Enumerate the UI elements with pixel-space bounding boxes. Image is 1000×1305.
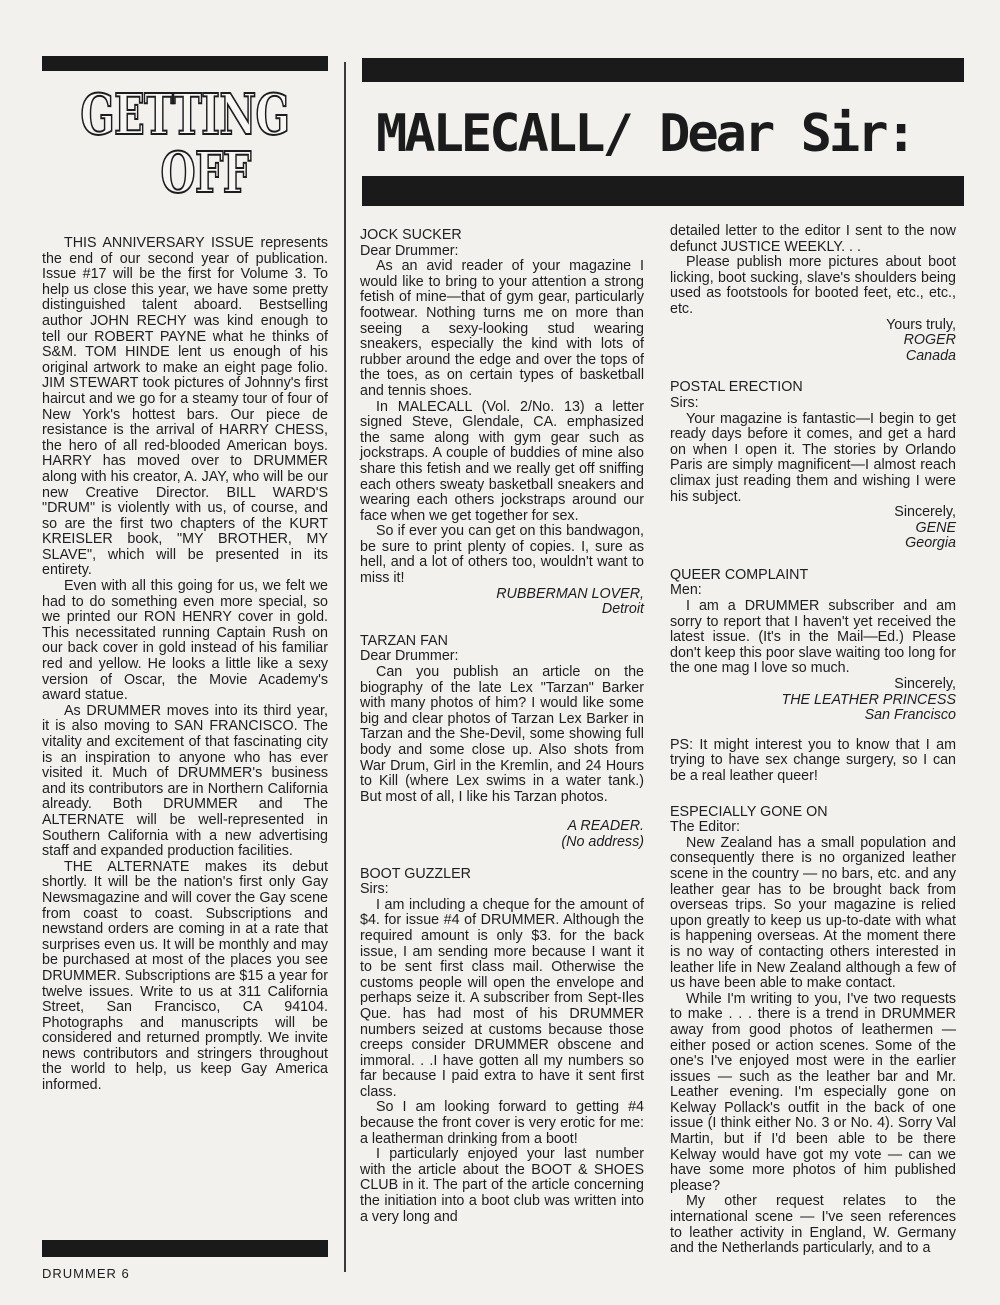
letter-signature: THE LEATHER PRINCESS	[781, 691, 956, 708]
getting-off-title	[40, 82, 328, 206]
letter-salutation: Dear Drummer:	[360, 242, 459, 259]
letter-location: San Francisco	[864, 707, 956, 724]
title-line-1: GETTING	[80, 82, 290, 148]
letter-closing: Sincerely,	[894, 676, 956, 693]
letter-location: Georgia	[905, 535, 956, 552]
letter-signature: GENE	[915, 519, 956, 536]
letter-closing: Yours truly,	[886, 316, 956, 333]
letter-salutation: Sirs:	[360, 881, 389, 898]
letter-salutation: Men:	[670, 582, 702, 599]
letter-body: In MALECALL (Vol. 2/No. 13) a letter signed Steve, Glendale, CA. emphasized the same along with gym gear such as jockstraps. A couple of buddies of mine also share this fetish and we really get off sniffing each others sweaty basketball sneakers and wearing each others jockstraps around our face when we get together for sex.	[360, 398, 644, 524]
letter-closing: Sincerely,	[894, 504, 956, 521]
editorial-paragraph: As DRUMMER moves into its third year, it is also moving to SAN FRANCISCO. The vitality and excitement of that fascinating city is an inspiration to anyone who has ever visited it. Much of DRUMMER's business and its contributors are in Northern California already. Both DRUMMER and The ALTERNATE will be well-represented in Southern California with a new advertising staff and expanded production facilities.	[42, 702, 328, 860]
letter-body: New Zealand has a small population and consequently there is no organized leather scene in the country — no bars, etc. and any leather gear has to be brought back from overseas trips. So your magazine is relied upon greatly to keep us up-to-date with what is happening overseas. At the moment there is no way of contacting others interested in leather life in New Zealand although a few of us have been able to make contact.	[670, 834, 956, 992]
letter-body: As an avid reader of your magazine I would like to bring to your attention a strong fetish of mine—that of gym gear, particularly footwear. Nothing turns me on more than seeing a sexy-looking stud wearing sneakers, especially the kind with lots of rubber around the edge and over the tops of the toes, as on certain types of basketball and tennis shoes.	[360, 258, 644, 399]
letters-column-right	[670, 224, 956, 1257]
column-divider	[344, 62, 346, 1272]
letter-heading-boot-guzzler: BOOT GUZZLER	[360, 865, 471, 882]
letter-body: I am including a cheque for the amount of $4. for issue #4 of DRUMMER. Although the required amount is only $3. for the back issue, I am sending more because I want it to be sent first class mail. Otherwise the customs people will open the envelope and perhaps seize it. A subscriber from Sept-Iles Que. has had most of his DRUMMER numbers seized at customs because those creeps consider DRUMMER obscene and immoral. . .I have gotten all my numbers so far because I paid extra to have it sent first class.	[360, 896, 644, 1100]
letter-salutation: Dear Drummer:	[360, 648, 459, 665]
letter-body: So I am looking forward to getting #4 because the front cover is very erotic for me: a leatherman drinking from a boot!	[360, 1099, 644, 1147]
letter-body: Your magazine is fantastic—I begin to get ready days before it comes, and get a hard on when I open it. The stories by Orlando Paris are simply magnificent—I almost reach climax just reading them and wishing I were his subject.	[670, 410, 956, 505]
letter-body: I particularly enjoyed your last number with the article about the BOOT & SHOES CLUB in it. The part of the article concerning the initiation into a boot club was written into a very long and	[360, 1146, 644, 1225]
right-top-bar	[362, 58, 964, 82]
letter-heading-tarzan-fan: TARZAN FAN	[360, 632, 448, 649]
letter-body: My other request relates to the international scene — I've seen references to leather activity in England, W. Germany and the Netherlands particularly, and to a	[670, 1193, 956, 1257]
malecall-title: MALECALL/ Dear Sir:	[376, 104, 914, 164]
letter-heading-jock-sucker: JOCK SUCKER	[360, 227, 462, 243]
editorial-paragraph: Even with all this going for us, we felt we had to do something even more special, so we printed our RON HENRY cover in gold. This necessitated running Captain Rush on our back cover in gold instead of his familiar red and yellow. He looks a little like a sexy version of Oscar, the Movie Academy's award statue.	[42, 578, 328, 704]
editorial-paragraph: THE ALTERNATE makes its debut shortly. It will be the nation's first only Gay Newsmagazine and will cover the Gay scene from coast to coast. Subscriptions and newstand orders are coming in at a rate that surprises even us. It will be monthly and may be purchased at most of the places you see DRUMMER. Subscriptions are $15 a year for twelve issues. Write to us at 311 California Street, San Francisco, CA 94104. Photographs and manuscripts will be considered and returned promptly. We invite news contributors and stringers throughout the world to help, us keep Gay America informed.	[42, 858, 328, 1094]
letter-body: Can you publish an article on the biography of the late Lex "Tarzan" Barker with many photos of him? I would like some big and clear photos of Tarzan Lex Barker in Tarzan and the She-Devil, some showing full body and some close up. Also shots from War Drum, Girl in the Kremlin, and 24 Hours to Kill (where Lex swims in a water tank.) But most of all, I like his Tarzan photos.	[360, 664, 644, 805]
letter-signature: A READER.	[567, 818, 644, 835]
letter-location: (No address)	[561, 833, 644, 850]
letter-body: I am a DRUMMER subscriber and am sorry to report that I haven't yet received the latest issue. (It's in the Mail—Ed.) Please don't keep this poor slave waiting too long for the one mag I love so much.	[670, 598, 956, 677]
letter-salutation: Sirs:	[670, 394, 699, 411]
left-top-bar	[42, 56, 328, 71]
editorial-column	[42, 236, 328, 1094]
letter-location: Canada	[905, 347, 956, 364]
letter-heading-queer-complaint: QUEER COMPLAINT	[670, 566, 809, 583]
letter-body: While I'm writing to you, I've two requests to make . . . there is a trend in DRUMMER away from good photos of leathermen — either posed or action scenes. Some of the one's I've enjoyed most were in the earlier issues — such as the leather bar and Mr. Leather evening. I'm especially gone on Kelway Pollack's outfit in the back of one issue (I think either No. 3 or No. 4). Sorry Val Martin, but if I'd been able to be there Kelway would have got my vote — can we have some more photos of him published please?	[670, 990, 956, 1194]
letter-signature: ROGER	[903, 332, 956, 349]
letter-heading-especially-gone-on: ESPECIALLY GONE ON	[670, 803, 828, 820]
right-under-title-bar	[362, 176, 964, 206]
letter-postscript: PS: It might interest you to know that I am trying to have sex change surgery, so I can be a real leather queer!	[670, 736, 956, 784]
letter-salutation: The Editor:	[670, 819, 740, 836]
left-bottom-bar	[42, 1240, 328, 1257]
letter-body: detailed letter to the editor I sent to the now defunct JUSTICE WEEKLY. . .	[670, 223, 956, 255]
editorial-paragraph: THIS ANNIVERSARY ISSUE represents the end of our second year of publication. Issue #17 will be the first for Volume 3. To help us close this year, we have some pretty distinguished talent aboard. Bestselling author JOHN RECHY was kind enough to tell our ROBERT PAYNE what he thinks of S&M. TOM HINDE lent us enough of his original artwork to make an eight page folio. JIM STEWART took pictures of Johnny's first haircut and we go for a steamy tour of four of New York's hottest bars. Our piece de resistance is the arrival of HARRY CHESS, the hero of all red-blooded American boys. HARRY has moved over to DRUMMER along with his creator, A. JAY, who will be our new Creative Director. BILL WARD'S "DRUM" is violently with us, of course, and so are the first two chapters of the KURT KREISLER book, "MY BROTHER, MY SLAVE", which will be presented in its entirety.	[42, 235, 328, 579]
letters-column-middle	[360, 228, 644, 1225]
letter-body: Please publish more pictures about boot licking, boot sucking, slave's shoulders being used as footstools for booted feet, etc., etc., etc.	[670, 254, 956, 317]
letter-location: Detroit	[601, 601, 644, 618]
page-footer: DRUMMER 6	[42, 1266, 130, 1281]
letter-heading-postal-erection: POSTAL ERECTION	[670, 379, 803, 396]
letter-signature: RUBBERMAN LOVER,	[496, 585, 644, 602]
letter-body: So if ever you can get on this bandwagon, be sure to print plenty of copies. I, sure as hell, and a lot of others too, wouldn't want to miss it!	[360, 523, 644, 587]
title-line-2: OFF	[160, 140, 251, 206]
